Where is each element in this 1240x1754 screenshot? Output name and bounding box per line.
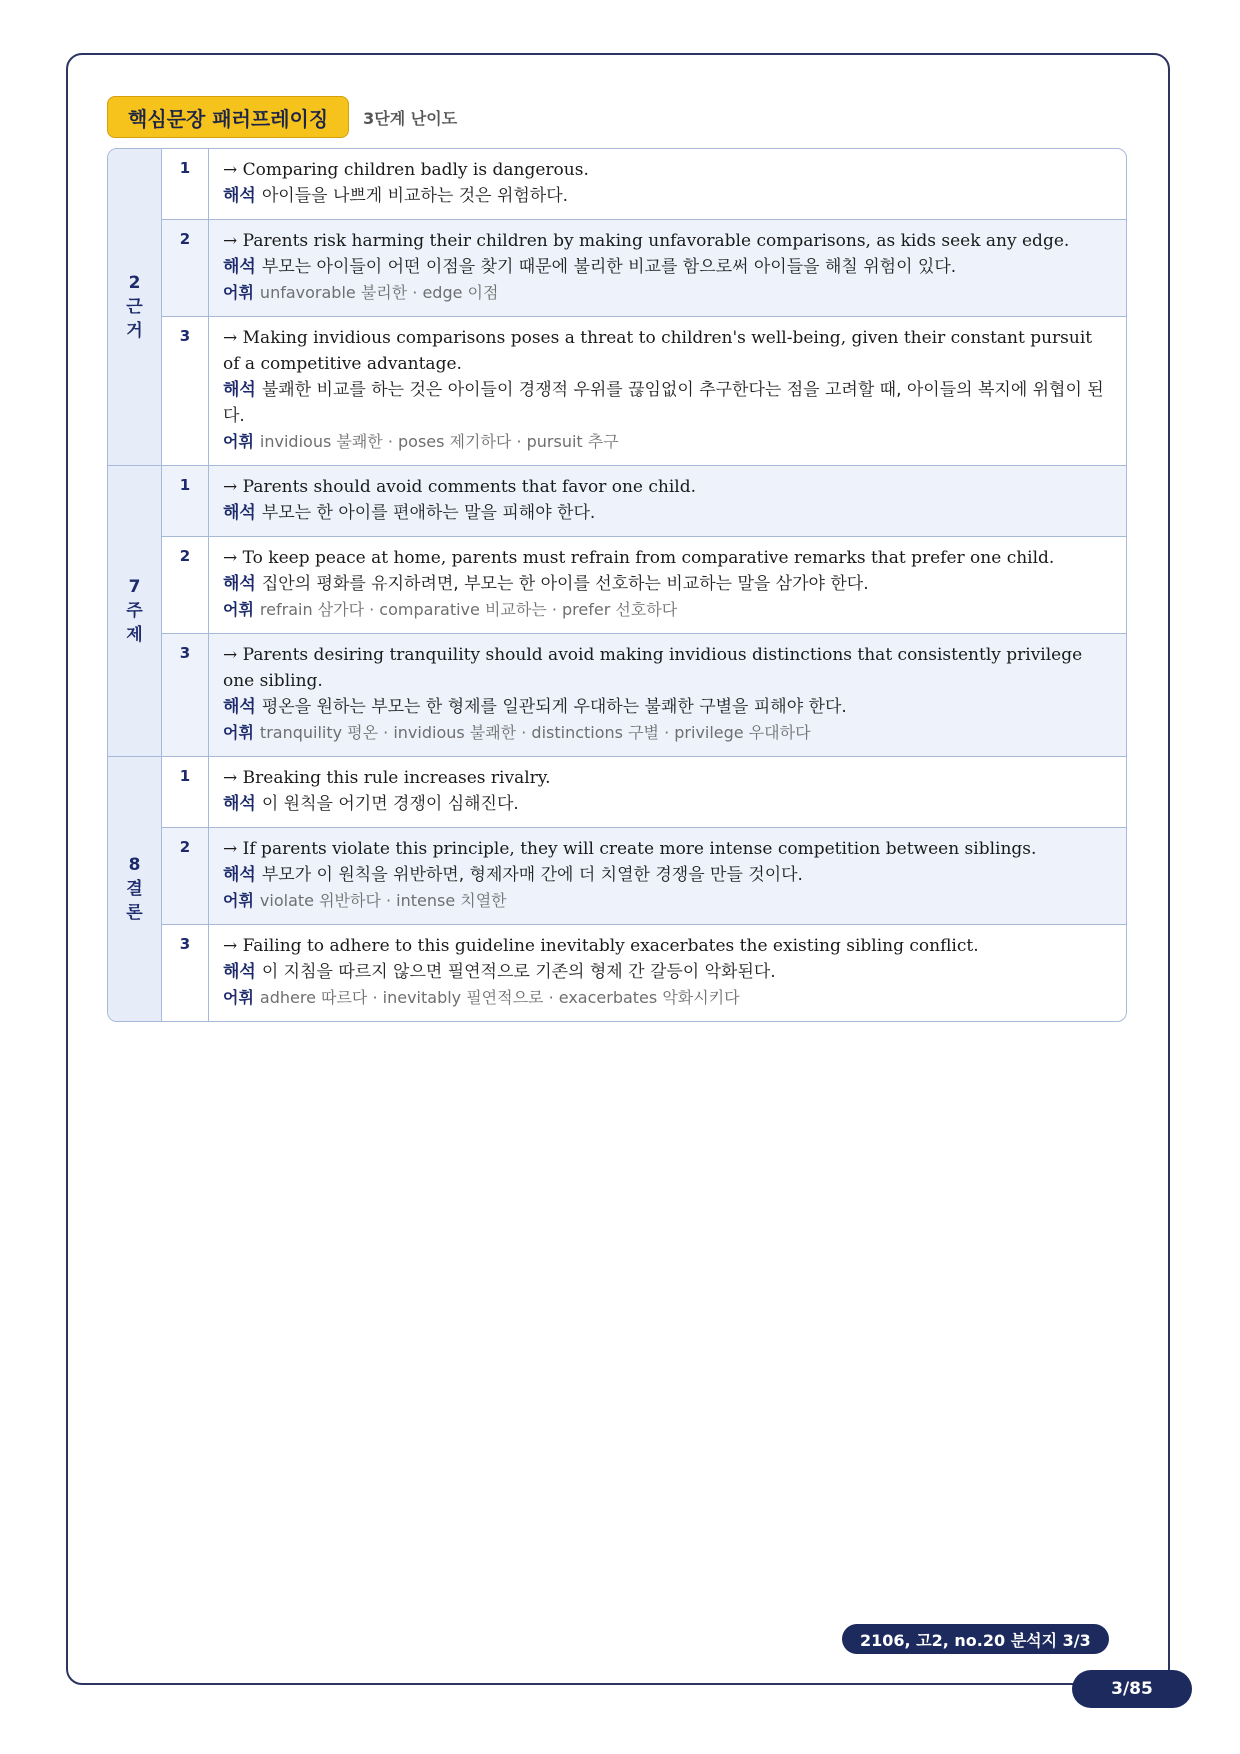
korean-translation (223, 791, 1112, 817)
row-content (209, 828, 1126, 924)
paraphrase-table (107, 148, 1127, 1022)
row-content (209, 757, 1126, 827)
table-row (162, 828, 1126, 925)
english-sentence: → If parents violate this principle, they will create more intense competition between siblings. (223, 839, 1037, 859)
row-number: 2 (162, 537, 209, 633)
row-number: 3 (162, 925, 209, 1021)
translation-tag: 해석 (223, 257, 256, 277)
translation-tag: 해석 (223, 380, 256, 400)
row-content (209, 537, 1126, 633)
vocab-text: invidious 불쾌한 · poses 제기하다 · pursuit 추구 (259, 432, 619, 451)
korean-translation (223, 183, 1112, 209)
english-sentence: → Making invidious comparisons poses a threat to children's well-being, given their constant pursuit of a competitive advantage. (223, 328, 1093, 374)
section-label (108, 149, 162, 465)
translation-text: 부모는 한 아이를 편애하는 말을 피해야 한다. (261, 503, 596, 523)
english-sentence: → Parents desiring tranquility should avoid making invidious distinctions that consistently privilege one sibling. (223, 645, 1083, 691)
row-number: 1 (162, 466, 209, 536)
translation-tag: 해석 (223, 574, 256, 594)
vocab-tag: 어휘 (223, 988, 254, 1007)
translation-text: 집안의 평화를 유지하려면, 부모는 한 아이를 선호하는 비교하는 말을 삼가야 한다. (261, 574, 869, 594)
vocab-tag: 어휘 (223, 891, 254, 910)
section-title: 핵심문장 패러프레이징 (107, 96, 349, 138)
english-sentence: → To keep peace at home, parents must refrain from comparative remarks that prefer one child. (223, 548, 1055, 568)
section-label-char: 거 (126, 321, 143, 341)
vocabulary-line (223, 720, 1112, 746)
section-header (107, 95, 457, 139)
english-sentence: → Parents risk harming their children by making unfavorable comparisons, as kids seek any edge. (223, 231, 1070, 251)
vocab-text: refrain 삼가다 · comparative 비교하는 · prefer 선호하다 (259, 600, 678, 619)
translation-tag: 해석 (223, 503, 256, 523)
row-content (209, 466, 1126, 536)
vocabulary-line (223, 429, 1112, 455)
section-label-char: 결 (126, 879, 143, 899)
english-sentence: → Comparing children badly is dangerous. (223, 160, 589, 180)
vocab-text: unfavorable 불리한 · edge 이점 (259, 283, 499, 302)
row-number: 1 (162, 757, 209, 827)
vocab-tag: 어휘 (223, 600, 254, 619)
row-number: 2 (162, 828, 209, 924)
translation-text: 아이들을 나쁘게 비교하는 것은 위험하다. (261, 186, 569, 206)
korean-translation (223, 377, 1112, 429)
table-row (162, 317, 1126, 465)
table-row (162, 925, 1126, 1021)
translation-text: 부모가 이 원칙을 위반하면, 형제자매 간에 더 치열한 경쟁을 만들 것이다. (261, 865, 803, 885)
row-number: 3 (162, 634, 209, 756)
vocab-text: tranquility 평온 · invidious 불쾌한 · distinctions 구별 · privilege 우대하다 (259, 723, 811, 742)
translation-tag: 해석 (223, 186, 256, 206)
table-row (162, 757, 1126, 828)
table-row (162, 466, 1126, 537)
english-sentence: → Parents should avoid comments that favor one child. (223, 477, 697, 497)
row-content (209, 925, 1126, 1021)
table-section (108, 149, 1126, 466)
difficulty-label: 3단계 난이도 (363, 108, 458, 128)
table-row (162, 634, 1126, 756)
korean-translation (223, 694, 1112, 720)
section-label (108, 466, 162, 756)
translation-tag: 해석 (223, 794, 256, 814)
row-number: 1 (162, 149, 209, 219)
translation-text: 이 지침을 따르지 않으면 필연적으로 기존의 형제 간 갈등이 악화된다. (261, 962, 776, 982)
row-content (209, 634, 1126, 756)
english-sentence: → Failing to adhere to this guideline inevitably exacerbates the existing sibling conflict. (223, 936, 979, 956)
translation-tag: 해석 (223, 865, 256, 885)
korean-translation (223, 254, 1112, 280)
translation-tag: 해석 (223, 962, 256, 982)
translation-text: 이 원칙을 어기면 경쟁이 심해진다. (261, 794, 519, 814)
row-number: 3 (162, 317, 209, 465)
vocabulary-line (223, 597, 1112, 623)
vocabulary-line (223, 985, 1112, 1011)
section-number: 2 (128, 273, 141, 293)
vocab-text: adhere 따르다 · inevitably 필연적으로 · exacerbates 악화시키다 (259, 988, 740, 1007)
section-label-char: 제 (126, 625, 143, 645)
page-number: 3/85 (1072, 1670, 1192, 1708)
document-tag: 2106, 고2, no.20 분석지 3/3 (842, 1624, 1109, 1654)
korean-translation (223, 959, 1112, 985)
korean-translation (223, 500, 1112, 526)
table-section (108, 466, 1126, 757)
translation-tag: 해석 (223, 697, 256, 717)
section-number: 8 (128, 855, 141, 875)
korean-translation (223, 571, 1112, 597)
translation-text: 부모는 아이들이 어떤 이점을 찾기 때문에 불리한 비교를 함으로써 아이들을 해칠 위험이 있다. (261, 257, 957, 277)
section-label-char: 주 (126, 601, 143, 621)
table-row (162, 220, 1126, 317)
table-section (108, 757, 1126, 1021)
section-number: 7 (128, 577, 141, 597)
vocab-tag: 어휘 (223, 723, 254, 742)
row-number: 2 (162, 220, 209, 316)
row-content (209, 220, 1126, 316)
vocabulary-line (223, 280, 1112, 306)
section-label-char: 근 (126, 297, 143, 317)
vocab-tag: 어휘 (223, 283, 254, 302)
row-content (209, 317, 1126, 465)
korean-translation (223, 862, 1112, 888)
english-sentence: → Breaking this rule increases rivalry. (223, 768, 551, 788)
translation-text: 평온을 원하는 부모는 한 형제를 일관되게 우대하는 불쾌한 구별을 피해야 한다. (261, 697, 847, 717)
section-label-char: 론 (126, 903, 143, 923)
vocab-tag: 어휘 (223, 432, 254, 451)
translation-text: 불쾌한 비교를 하는 것은 아이들이 경쟁적 우위를 끊임없이 추구한다는 점을 고려할 때, 아이들의 복지에 위협이 된다. (223, 380, 1104, 426)
vocab-text: violate 위반하다 · intense 치열한 (259, 891, 507, 910)
row-content (209, 149, 1126, 219)
vocabulary-line (223, 888, 1112, 914)
section-label (108, 757, 162, 1021)
table-row (162, 537, 1126, 634)
table-row (162, 149, 1126, 220)
